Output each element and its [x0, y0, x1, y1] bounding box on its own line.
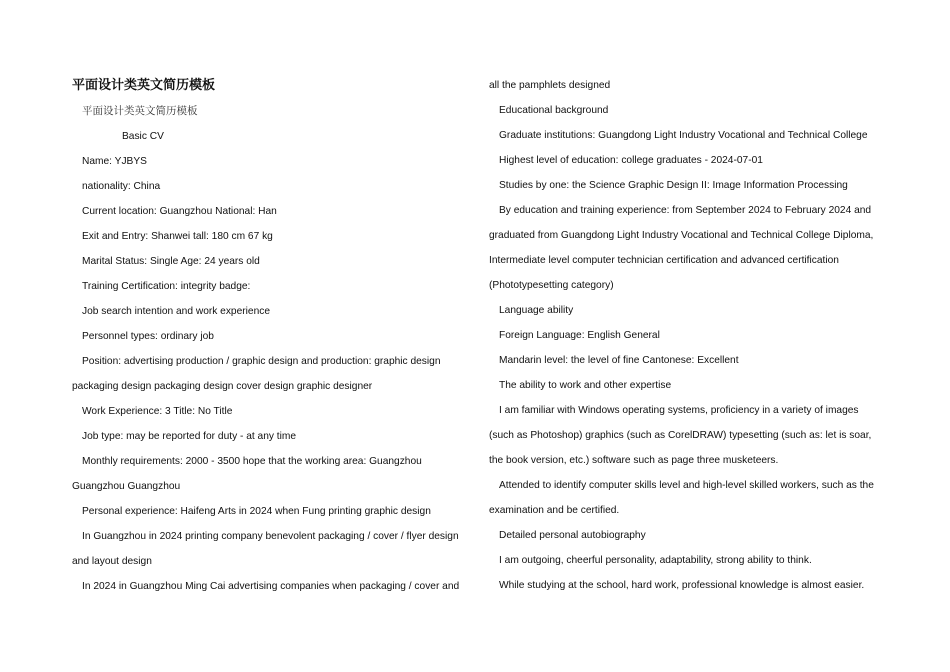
text-line: Personnel types: ordinary job: [82, 331, 214, 342]
section-heading-education: Educational background: [499, 105, 609, 116]
text-line: packaging design packaging design cover design graphic designer: [72, 381, 373, 392]
text-line: Position: advertising production / graphic design and production: graphic design: [82, 356, 441, 367]
text-line: Guangzhou Guangzhou: [72, 481, 181, 492]
text-line: (such as Photoshop) graphics (such as CorelDRAW) typesetting (such as: let is soar,: [489, 430, 872, 441]
text-line: Name: YJBYS: [82, 156, 147, 167]
text-line: the book version, etc.) software such as page three musketeers.: [489, 455, 779, 466]
text-line: I am familiar with Windows operating systems, proficiency in a variety of images: [499, 405, 859, 416]
text-line: Graduate institutions: Guangdong Light Industry Vocational and Technical College: [499, 130, 868, 141]
text-line: Monthly requirements: 2000 - 3500 hope that the working area: Guangzhou: [82, 456, 422, 467]
document-subtitle: 平面设计类英文简历模板: [82, 105, 198, 117]
text-line: Intermediate level computer technician certification and advanced certification: [489, 255, 839, 266]
section-heading-autobiography: Detailed personal autobiography: [499, 530, 646, 541]
text-line: Highest level of education: college graduates - 2024-07-01: [499, 155, 763, 166]
text-line: While studying at the school, hard work, professional knowledge is almost easier.: [499, 580, 865, 591]
section-heading-basic-cv: Basic CV: [122, 131, 164, 142]
text-line: nationality: China: [82, 181, 161, 192]
document-title: 平面设计类英文简历模板: [72, 77, 216, 92]
section-heading-language: Language ability: [499, 305, 574, 316]
text-line: Foreign Language: English General: [499, 330, 660, 341]
section-heading-ability: The ability to work and other expertise: [499, 380, 672, 391]
text-line: In 2024 in Guangzhou Ming Cai advertising companies when packaging / cover and: [82, 581, 460, 592]
text-line: By education and training experience: from September 2024 to February 2024 and: [499, 205, 872, 216]
text-line: Exit and Entry: Shanwei tall: 180 cm 67 kg: [82, 231, 273, 242]
text-line: graduated from Guangdong Light Industry Vocational and Technical College Diploma,: [489, 230, 874, 241]
text-line: examination and be certified.: [489, 505, 620, 516]
right-column: [489, 74, 889, 598]
left-column: [72, 74, 470, 599]
text-line: I am outgoing, cheerful personality, adaptability, strong ability to think.: [499, 555, 812, 566]
text-line: Work Experience: 3 Title: No Title: [82, 406, 233, 417]
text-line: Mandarin level: the level of fine Cantonese: Excellent: [499, 355, 739, 366]
text-line: Studies by one: the Science Graphic Design II: Image Information Processing: [499, 180, 848, 191]
text-line: Marital Status: Single Age: 24 years old: [82, 256, 260, 267]
text-line: and layout design: [72, 556, 152, 567]
text-line: Job type: may be reported for duty - at any time: [82, 431, 297, 442]
text-line: Training Certification: integrity badge:: [82, 281, 251, 292]
text-line: Personal experience: Haifeng Arts in 2024 when Fung printing graphic design: [82, 506, 431, 517]
text-line: Attended to identify computer skills level and high-level skilled workers, such as the: [499, 480, 874, 491]
text-line: (Phototypesetting category): [489, 280, 614, 291]
section-heading-job-search: Job search intention and work experience: [82, 306, 271, 317]
text-line: In Guangzhou in 2024 printing company benevolent packaging / cover / flyer design: [82, 531, 459, 542]
text-line: Current location: Guangzhou National: Han: [82, 206, 277, 217]
text-line: all the pamphlets designed: [489, 80, 611, 91]
